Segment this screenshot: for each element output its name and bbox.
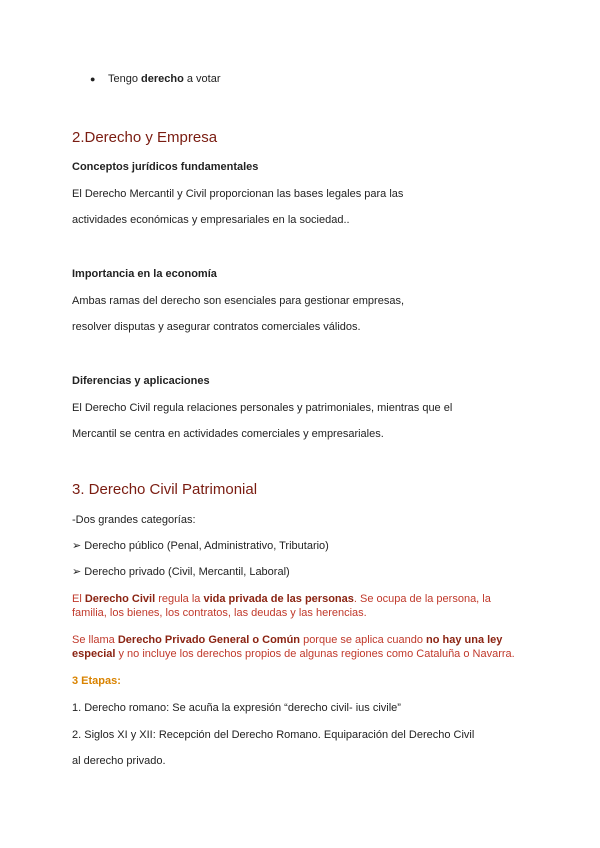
civil-law-text-a: El <box>72 593 85 605</box>
common-law-bold-special: especial <box>72 648 116 660</box>
common-law-bold-term: Derecho Privado General o Común <box>117 634 301 646</box>
paragraph-2-line-2: resolver disputas y asegurar contratos comerciales válidos. <box>72 321 361 333</box>
bullet-pre: Tengo <box>108 73 142 85</box>
stage-2-line-2: al derecho privado. <box>72 755 166 767</box>
common-law-text-f: y no incluye los derechos propios de algunas regiones como Cataluña o Navarra. <box>115 648 515 660</box>
paragraph-3-line-1: El Derecho Civil regula relaciones personales y patrimoniales, mientras que el <box>72 402 453 414</box>
bullet-post: a votar <box>183 73 221 85</box>
stages-heading: 3 Etapas: <box>72 675 121 687</box>
private-law-item: ➢ Derecho privado (Civil, Mercantil, Laboral) <box>72 566 290 578</box>
bullet-dot-icon: ● <box>90 74 96 84</box>
common-law-bold-no-law: no hay una ley <box>426 634 503 646</box>
subheading-importancia: Importancia en la economía <box>72 268 217 280</box>
civil-law-text-e: . Se ocupa de la persona, la <box>353 593 491 605</box>
common-law-text-c: porque se aplica cuando <box>300 634 426 646</box>
paragraph-1-line-1: El Derecho Mercantil y Civil proporcionan las bases legales para las <box>72 188 404 200</box>
stage-1: 1. Derecho romano: Se acuña la expresión “derecho civil- ius civile” <box>72 702 401 714</box>
section-3-heading: 3. Derecho Civil Patrimonial <box>72 481 258 498</box>
public-law-item: ➢ Derecho público (Penal, Administrativo, Tributario) <box>72 540 329 552</box>
subheading-diferencias: Diferencias y aplicaciones <box>72 375 210 387</box>
categories-label: -Dos grandes categorías: <box>72 514 196 526</box>
bullet-text <box>108 72 221 86</box>
bullet-item <box>90 72 95 86</box>
civil-law-line-1 <box>72 592 491 606</box>
civil-law-bold-term: Derecho Civil <box>84 593 156 605</box>
paragraph-1-line-2: actividades económicas y empresariales en la sociedad.. <box>72 214 350 226</box>
bullet-bold: derecho <box>141 73 184 85</box>
civil-law-line-2: familia, los bienes, los contratos, las deudas y las herencias. <box>72 607 367 619</box>
section-2-heading: 2.Derecho y Empresa <box>72 129 218 146</box>
common-law-text-a: Se llama <box>72 634 118 646</box>
common-law-line-1 <box>72 633 502 647</box>
subheading-conceptos: Conceptos jurídicos fundamentales <box>72 161 259 173</box>
common-law-line-2 <box>72 647 515 661</box>
civil-law-bold-private-life: vida privada de las personas <box>203 593 354 605</box>
stage-2-line-1: 2. Siglos XI y XII: Recepción del Derecho Romano. Equiparación del Derecho Civil <box>72 729 475 741</box>
civil-law-text-c: regula la <box>155 593 204 605</box>
paragraph-2-line-1: Ambas ramas del derecho son esenciales para gestionar empresas, <box>72 295 405 307</box>
paragraph-3-line-2: Mercantil se centra en actividades comerciales y empresariales. <box>72 428 384 440</box>
